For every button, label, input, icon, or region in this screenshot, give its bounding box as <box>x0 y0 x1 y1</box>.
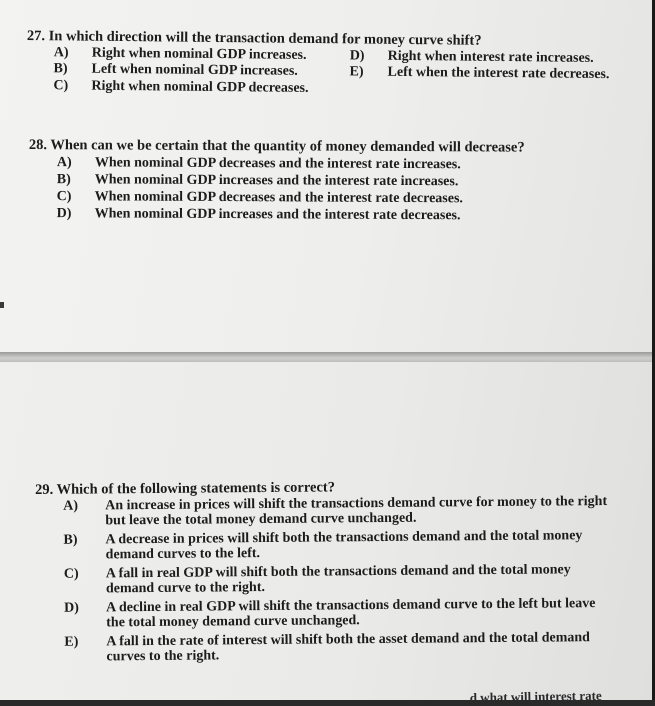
option-letter: A) <box>56 155 72 171</box>
option-letter: E) <box>349 64 364 80</box>
option-text: Right when nominal GDP increases. <box>91 45 307 63</box>
option-text: When nominal GDP increases and the interest rate increases. <box>94 172 459 190</box>
question-28-option-d <box>57 206 461 224</box>
option-text: Left when the interest rate decreases. <box>387 64 610 83</box>
margin-mark <box>0 302 4 308</box>
option-letter: C) <box>53 78 69 94</box>
question-27-option-e <box>349 64 609 83</box>
question-28-option-b <box>57 172 459 190</box>
question-29-option-c <box>64 562 624 599</box>
option-text: Right when interest rate increases. <box>387 48 594 66</box>
option-letter: C) <box>63 566 79 582</box>
option-text: A fall in the rate of interest will shift both the asset demand and the total demand curves to the right. <box>106 630 590 665</box>
option-letter: D) <box>56 206 72 222</box>
question-28 <box>28 137 525 224</box>
option-text: Left when nominal GDP increases. <box>91 61 298 79</box>
option-text: Right when nominal GDP decreases. <box>91 78 309 96</box>
question-27 <box>26 28 610 96</box>
option-letter: B) <box>56 172 71 188</box>
question-29-option-e <box>64 630 624 667</box>
option-text: A decline in real GDP will shift the transactions demand curve to the left but leave the total money demand curve unchanged. <box>106 596 596 631</box>
question-29-option-a <box>63 494 623 531</box>
option-text: When nominal GDP decreases and the interest rate increases. <box>94 155 461 173</box>
question-29-stem: 29. Which of the following statements is correct? <box>35 479 336 498</box>
option-text: A fall in real GDP will shift both the transactions demand and the total money demand curve to the right. <box>105 562 571 597</box>
page-gap <box>0 352 655 362</box>
question-28-option-a <box>57 155 461 173</box>
question-27-option-b <box>53 61 297 80</box>
option-text: A decrease in prices will shift both the transactions demand and the total money demand curves to the left. <box>105 528 583 563</box>
question-29-option-d <box>64 596 624 633</box>
question-28-stem: 28. When can we be certain that the quantity of money demanded will decrease? <box>28 137 525 156</box>
option-text: An increase in prices will shift the transactions demand curve for money to the right but leave the total money demand curve unchanged. <box>105 494 608 529</box>
option-letter: E) <box>64 634 79 650</box>
cutoff-next-question: ...d what will interest rate <box>459 687 602 706</box>
option-letter: B) <box>53 61 68 77</box>
option-letter: D) <box>64 600 79 616</box>
option-letter: D) <box>349 48 365 64</box>
option-text: When nominal GDP decreases and the interest rate decreases. <box>94 189 463 207</box>
question-28-option-c <box>57 189 463 207</box>
option-letter: B) <box>63 532 78 548</box>
question-29-option-b <box>63 528 623 565</box>
option-text: When nominal GDP increases and the interest rate decreases. <box>94 206 461 224</box>
option-letter: C) <box>56 189 72 205</box>
question-27-stem: 27. In which direction will the transaction demand for money curve shift? <box>26 28 482 49</box>
question-27-option-c <box>53 78 308 97</box>
option-letter: A) <box>63 498 79 514</box>
option-letter: A) <box>53 45 69 61</box>
